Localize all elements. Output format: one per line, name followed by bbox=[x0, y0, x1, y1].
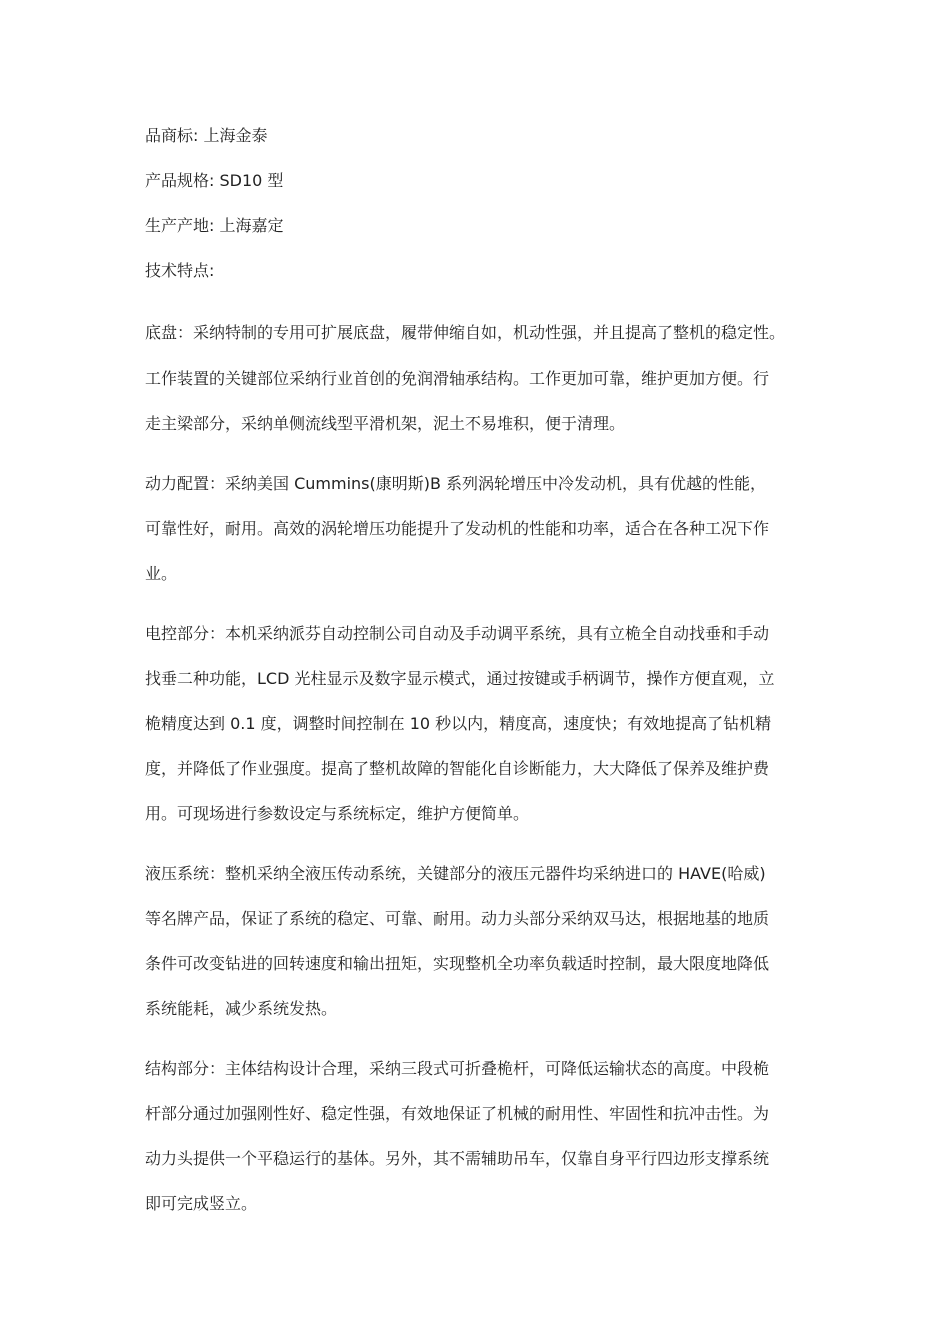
paragraph-line: 底盘：采纳特制的专用可扩展底盘，履带伸缩自如，机动性强，并且提高了整机的稳定性。 bbox=[145, 323, 786, 342]
spec-trademark: 品商标: 上海金泰 bbox=[145, 126, 268, 145]
paragraph-line: 用。可现场进行参数设定与系统标定，维护方便简单。 bbox=[145, 804, 530, 823]
paragraph-line: 系统能耗，减少系统发热。 bbox=[145, 999, 338, 1018]
paragraph-line: 电控部分：本机采纳派芬自动控制公司自动及手动调平系统，具有立桅全自动找垂和手动 bbox=[145, 624, 770, 643]
paragraph-line: 即可完成竖立。 bbox=[145, 1194, 258, 1213]
spec-features-heading: 技术特点: bbox=[145, 261, 215, 280]
paragraph-line: 等名牌产品，保证了系统的稳定、可靠、耐用。动力头部分采纳双马达，根据地基的地质 bbox=[145, 909, 770, 928]
paragraph-line: 工作装置的关键部位采纳行业首创的免润滑轴承结构。工作更加可靠，维护更加方便。行 bbox=[145, 369, 770, 388]
paragraph-line: 动力头提供一个平稳运行的基体。另外，其不需辅助吊车，仅靠自身平行四边形支撑系统 bbox=[145, 1149, 770, 1168]
paragraph-line: 动力配置：采纳美国 Cummins(康明斯)B 系列涡轮增压中冷发动机，具有优越的性能， bbox=[145, 474, 767, 493]
paragraph-line: 可靠性好，耐用。高效的涡轮增压功能提升了发动机的性能和功率，适合在各种工况下作 bbox=[145, 519, 770, 538]
paragraph-line: 结构部分：主体结构设计合理，采纳三段式可折叠桅杆，可降低运输状态的高度。中段桅 bbox=[145, 1059, 770, 1078]
paragraph-line: 杆部分通过加强刚性好、稳定性强，有效地保证了机械的耐用性、牢固性和抗冲击性。为 bbox=[145, 1104, 770, 1123]
spec-model: 产品规格: SD10 型 bbox=[145, 171, 284, 190]
paragraph-line: 度，并降低了作业强度。提高了整机故障的智能化自诊断能力，大大降低了保养及维护费 bbox=[145, 759, 770, 778]
paragraph-line: 找垂二种功能，LCD 光柱显示及数字显示模式，通过按键或手柄调节，操作方便直观，立 bbox=[145, 669, 775, 688]
spec-origin: 生产产地: 上海嘉定 bbox=[145, 216, 284, 235]
paragraph-line: 走主梁部分，采纳单侧流线型平滑机架，泥土不易堆积，便于清理。 bbox=[145, 414, 626, 433]
paragraph-line: 业。 bbox=[145, 564, 178, 583]
paragraph-line: 条件可改变钻进的回转速度和输出扭矩，实现整机全功率负载适时控制，最大限度地降低 bbox=[145, 954, 770, 973]
paragraph-line: 液压系统：整机采纳全液压传动系统，关键部分的液压元器件均采纳进口的 HAVE(哈威) bbox=[145, 864, 766, 883]
paragraph-line: 桅精度达到 0.1 度，调整时间控制在 10 秒以内，精度高，速度快；有效地提高了钻机精 bbox=[145, 714, 772, 733]
